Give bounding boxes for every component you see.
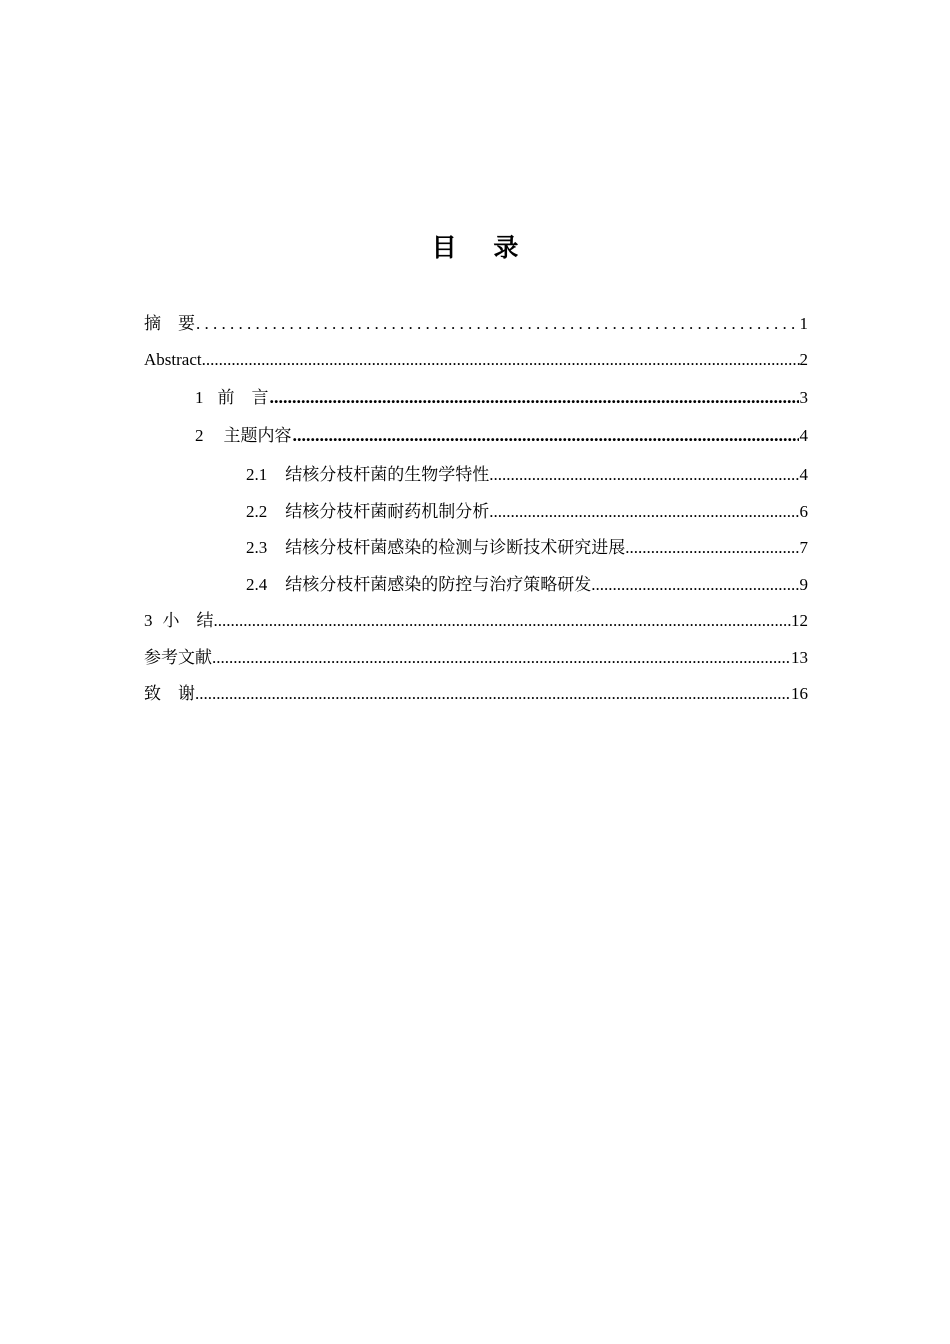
toc-entry-main-content[interactable]	[195, 423, 808, 447]
toc-entry-2-2[interactable]	[246, 500, 808, 524]
toc-entry-label: Abstract	[144, 350, 202, 369]
toc-page-number: 9	[799, 575, 808, 594]
toc-page-number: 4	[799, 426, 808, 445]
toc-page-number: 12	[791, 611, 808, 630]
toc-entry-abstract-cn[interactable]	[144, 312, 808, 336]
toc-entry-number: 2.1	[246, 465, 268, 484]
toc-entry-number: 2.2	[246, 502, 268, 521]
toc-entry-label: 摘 要	[144, 314, 195, 333]
toc-entry-label: 致 谢	[144, 684, 195, 703]
toc-entry-label: 结核分枝杆菌感染的检测与诊断技术研究进展	[285, 538, 626, 557]
toc-page-number: 7	[799, 538, 808, 557]
dot-leader	[625, 536, 799, 560]
toc-entry-abstract-en[interactable]	[144, 348, 808, 372]
toc-entry-number: 2.4	[246, 575, 268, 594]
dot-leader	[195, 682, 791, 706]
toc-entry-number: 3	[144, 611, 153, 630]
toc-entry-label: 结核分枝杆菌感染的防控与治疗策略研发	[285, 575, 592, 594]
toc-entry-2-4[interactable]	[246, 573, 808, 597]
toc-entry-label: 主题内容	[223, 426, 292, 445]
toc-page-number: 3	[799, 388, 808, 407]
dot-leader	[196, 312, 799, 336]
toc-entry-number: 2	[195, 426, 204, 445]
toc-page-number: 2	[799, 350, 808, 369]
toc-entry-2-3[interactable]	[246, 536, 808, 560]
toc-page-number: 6	[799, 502, 808, 521]
dot-leader	[214, 609, 792, 633]
toc-page-number: 4	[799, 465, 808, 484]
dot-leader	[591, 573, 799, 597]
dot-leader	[489, 500, 799, 524]
toc-entry-label: 结核分枝杆菌的生物学特性	[285, 465, 490, 484]
toc-entry-label: 结核分枝杆菌耐药机制分析	[285, 502, 490, 521]
dot-leader	[293, 423, 799, 447]
toc-entry-label: 前 言	[217, 388, 269, 407]
toc-entry-introduction[interactable]	[195, 385, 808, 409]
toc-entry-2-1[interactable]	[246, 463, 808, 487]
toc-entry-number: 1	[195, 388, 204, 407]
toc-entry-acknowledgements[interactable]	[144, 682, 808, 706]
dot-leader	[212, 646, 791, 670]
toc-page-number: 1	[799, 314, 808, 333]
toc-title: 目 录	[431, 233, 533, 262]
dot-leader	[489, 463, 799, 487]
toc-entry-label: 小 结	[162, 611, 214, 630]
toc-page-number: 13	[791, 648, 808, 667]
toc-entry-number: 2.3	[246, 538, 268, 557]
toc-page-number: 16	[791, 684, 808, 703]
dot-leader	[270, 385, 799, 409]
toc-entry-references[interactable]	[144, 646, 808, 670]
toc-entry-summary[interactable]	[144, 609, 808, 633]
toc-entry-label: 参考文献	[144, 648, 212, 667]
dot-leader	[202, 348, 800, 372]
